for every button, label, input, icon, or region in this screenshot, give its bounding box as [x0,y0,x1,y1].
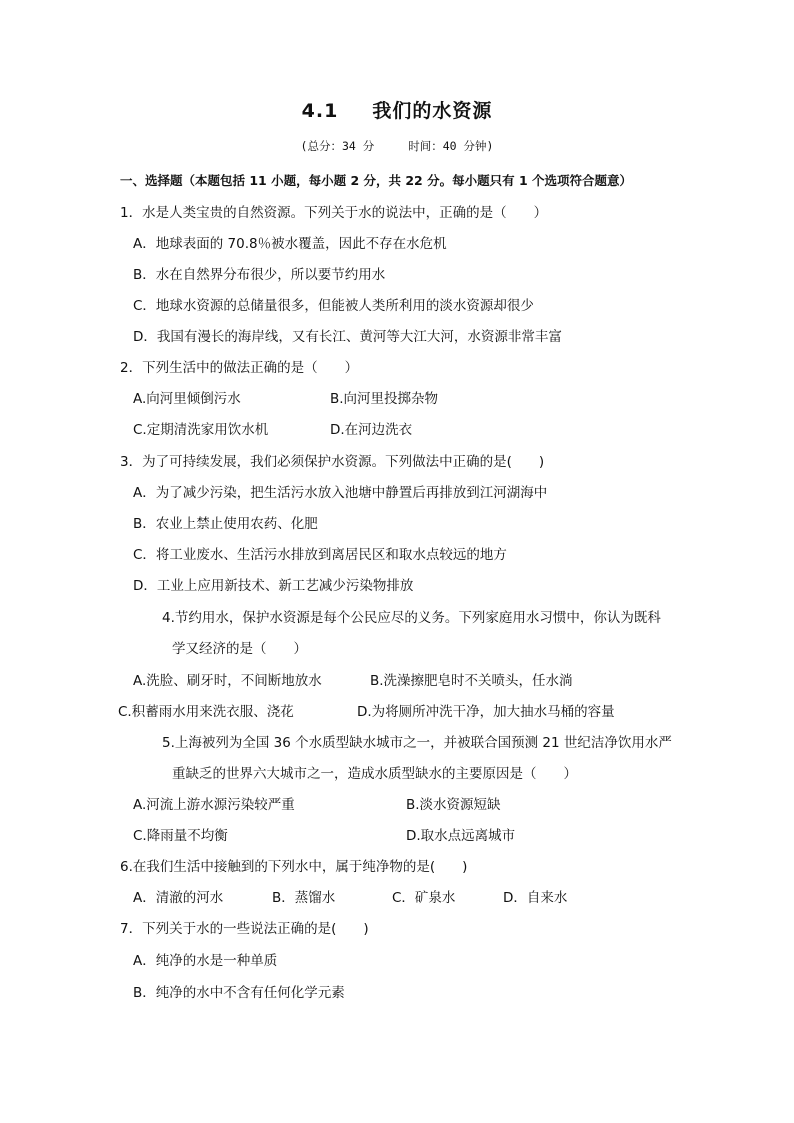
question-4-stem-line1: 4.节约用水，保护水资源是每个公民应尽的义务。下列家庭用水习惯中，你认为既科 [162,610,661,626]
question-2-option-c: C.定期清洗家用饮水机 [133,422,269,438]
question-1-option-c: C．地球水资源的总储量很多，但能被人类所利用的淡水资源却很少 [133,298,534,314]
question-5-option-d: D.取水点远离城市 [406,828,516,844]
question-2-stem: 2．下列生活中的做法正确的是（ ） [120,360,359,376]
question-5-option-c: C.降雨量不均衡 [133,828,228,844]
question-6-option-a: A．清澈的河水 [133,890,224,906]
question-4-stem-line2: 学又经济的是（ ） [172,641,307,657]
question-1-option-b: B．水在自然界分布很少，所以要节约用水 [133,267,386,283]
question-7-option-b: B．纯净的水中不含有任何化学元素 [133,985,345,1001]
question-6-option-b: B．蒸馏水 [272,890,336,906]
question-3-option-c: C．将工业废水、生活污水排放到离居民区和取水点较远的地方 [133,547,507,563]
question-6-option-c: C．矿泉水 [392,890,456,906]
question-2-option-a: A.向河里倾倒污水 [133,391,241,407]
question-6-option-d: D．自来水 [503,890,568,906]
question-7-option-a: A．纯净的水是一种单质 [133,953,278,969]
question-7-stem: 7．下列关于水的一些说法正确的是( ) [120,921,369,937]
question-4-option-c: C.积蓄雨水用来洗衣服、浇花 [118,704,294,720]
question-3-option-d: D．工业上应用新技术、新工艺减少污染物排放 [133,578,414,594]
title-text: 我们的水资源 [372,100,493,122]
exam-info [0,138,794,154]
question-4-option-d: D.为将厕所冲洗干净，加大抽水马桶的容量 [357,704,615,720]
question-4-option-a: A.洗脸、刷牙时，不间断地放水 [133,673,322,689]
question-6-stem: 6.在我们生活中接触到的下列水中，属于纯净物的是( ) [120,859,468,875]
question-1-option-a: A．地球表面的 70.8％被水覆盖，因此不存在水危机 [133,236,447,252]
page-title [0,96,794,123]
question-5-option-a: A.河流上游水源污染较严重 [133,797,295,813]
question-4-option-b: B.洗澡擦肥皂时不关喷头，任水淌 [370,673,573,689]
question-3-option-b: B．农业上禁止使用农药、化肥 [133,516,318,532]
question-2-option-b: B.向河里投掷杂物 [330,391,439,407]
title-number: 4.1 [301,100,339,122]
question-1-stem: 1．水是人类宝贵的自然资源。下列关于水的说法中，正确的是（ ） [120,205,548,221]
section-heading: 一、选择题（本题包括 11 小题，每小题 2 分，共 22 分。每小题只有 1 个选项符合题意） [120,173,633,188]
question-1-option-d: D．我国有漫长的海岸线，又有长江、黄河等大江大河，水资源非常丰富 [133,329,562,345]
question-5-option-b: B.淡水资源短缺 [406,797,501,813]
question-3-stem: 3．为了可持续发展，我们必须保护水资源。下列做法中正确的是( ) [120,454,545,470]
question-5-stem-line2: 重缺乏的世界六大城市之一，造成水质型缺水的主要原因是（ ） [172,766,577,782]
time-limit: 时间：40 分钟) [408,139,494,153]
question-2-option-d: D.在河边洗衣 [330,422,413,438]
question-5-stem-line1: 5.上海被列为全国 36 个水质型缺水城市之一，并被联合国预测 21 世纪洁净饮用水严 [162,735,672,751]
question-3-option-a: A．为了减少污染，把生活污水放入池塘中静置后再排放到江河湖海中 [133,485,548,501]
total-score: (总分：34 分 [300,139,375,153]
